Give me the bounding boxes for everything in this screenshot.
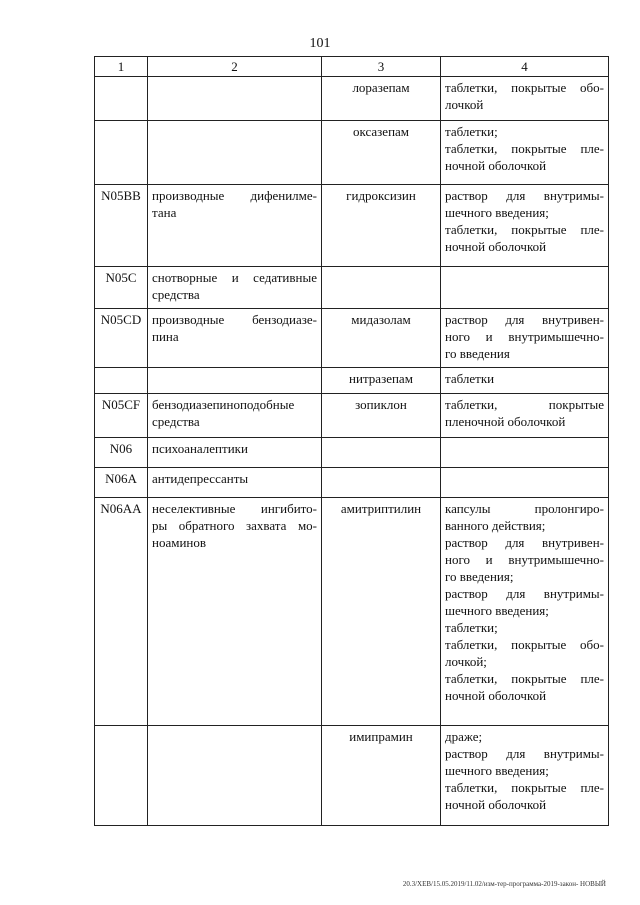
atc-code-cell: N05BB: [95, 185, 148, 267]
group-text-line: средства: [152, 414, 200, 429]
dosage-form-line: таблетки;: [445, 620, 498, 635]
dosage-form-line: таблетки;: [445, 124, 498, 139]
dosage-form-cell: [441, 394, 609, 438]
dosage-form-cell: [441, 498, 609, 726]
dosage-form-line: ночной оболочкой: [445, 797, 547, 812]
group-text-line: производные дифенилме-: [152, 188, 317, 203]
dosage-form-line: ного и внутримышечно-: [445, 552, 604, 567]
drug-name-cell: [322, 468, 441, 498]
dosage-form-cell: [441, 726, 609, 826]
dosage-form-line: таблетки: [445, 371, 495, 386]
dosage-form-line: таблетки, покрытые пле-: [445, 222, 604, 237]
table-row: [95, 309, 609, 368]
table-row: [95, 468, 609, 498]
dosage-form-line: таблетки, покрытые обо-: [445, 637, 604, 652]
drug-name-cell: оксазепам: [322, 121, 441, 185]
dosage-form-line: шечного введения;: [445, 763, 549, 778]
drug-name-cell: зопиклон: [322, 394, 441, 438]
group-text-line: психоаналептики: [152, 441, 248, 456]
table-row: [95, 498, 609, 726]
dosage-form-line: шечного введения;: [445, 205, 549, 220]
dosage-form-line: раствор для внутривен-: [445, 312, 604, 327]
column-header: 1: [95, 57, 148, 77]
group-text-line: антидепрессанты: [152, 471, 249, 486]
dosage-form-line: таблетки, покрытые пле-: [445, 780, 604, 795]
dosage-form-line: драже;: [445, 729, 483, 744]
dosage-form-line: раствор для внутривен-: [445, 535, 604, 550]
table-row: [95, 726, 609, 826]
dosage-form-line: таблетки, покрытые: [445, 397, 604, 412]
drug-name-cell: [322, 267, 441, 309]
dosage-form-line: капсулы пролонгиро-: [445, 501, 604, 516]
drug-table: [94, 56, 609, 826]
dosage-form-line: раствор для внутримы-: [445, 586, 604, 601]
dosage-form-line: ночной оболочкой: [445, 688, 547, 703]
drug-name-cell: нитразепам: [322, 368, 441, 394]
drug-name-cell: мидазолам: [322, 309, 441, 368]
atc-code-cell: N05C: [95, 267, 148, 309]
dosage-form-line: таблетки, покрытые пле-: [445, 141, 604, 156]
pharmacological-group-cell: [148, 185, 322, 267]
drug-name-cell: амитриптилин: [322, 498, 441, 726]
pharmacological-group-cell: [148, 498, 322, 726]
atc-code-cell: [95, 121, 148, 185]
drug-name-cell: имипрамин: [322, 726, 441, 826]
dosage-form-line: ного и внутримышечно-: [445, 329, 604, 344]
dosage-form-line: таблетки, покрытые пле-: [445, 671, 604, 686]
group-text-line: средства: [152, 287, 200, 302]
page-number: 101: [309, 36, 331, 51]
atc-code-cell: [95, 77, 148, 121]
column-header: 4: [441, 57, 609, 77]
dosage-form-line: шечного введения;: [445, 603, 549, 618]
dosage-form-line: пленочной оболочкой: [445, 414, 566, 429]
column-header: 2: [148, 57, 322, 77]
dosage-form-cell: [441, 368, 609, 394]
atc-code-cell: N05CF: [95, 394, 148, 438]
pharmacological-group-cell: [148, 309, 322, 368]
dosage-form-cell: [441, 121, 609, 185]
dosage-form-line: раствор для внутримы-: [445, 746, 604, 761]
atc-code-cell: N06: [95, 438, 148, 468]
table-row: [95, 77, 609, 121]
drug-name-cell: лоразепам: [322, 77, 441, 121]
pharmacological-group-cell: [148, 77, 322, 121]
group-text-line: ноаминов: [152, 535, 207, 550]
atc-code-cell: [95, 726, 148, 826]
table-row: [95, 438, 609, 468]
group-text-line: бензодиазепиноподобные: [152, 397, 295, 412]
dosage-form-line: ночной оболочкой: [445, 158, 547, 173]
column-header: 3: [322, 57, 441, 77]
table-row: [95, 267, 609, 309]
dosage-form-line: лочкой;: [445, 654, 487, 669]
dosage-form-line: го введения;: [445, 569, 514, 584]
atc-code-cell: N05CD: [95, 309, 148, 368]
dosage-form-line: раствор для внутримы-: [445, 188, 604, 203]
dosage-form-line: ночной оболочкой: [445, 239, 547, 254]
atc-code-cell: [95, 368, 148, 394]
dosage-form-cell: [441, 309, 609, 368]
drug-name-cell: [322, 438, 441, 468]
footer-file-path: 20.3/ХЕВ/15.05.2019/11.02/изм-тер-программа-2019-закон- НОВЫЙ: [402, 880, 606, 888]
pharmacological-group-cell: [148, 121, 322, 185]
pharmacological-group-cell: [148, 468, 322, 498]
dosage-form-cell: [441, 468, 609, 498]
table-row: [95, 121, 609, 185]
group-text-line: неселективные ингибито-: [152, 501, 317, 516]
pharmacological-group-cell: [148, 726, 322, 826]
table-row: [95, 185, 609, 267]
dosage-form-cell: [441, 185, 609, 267]
dosage-form-line: лочкой: [445, 97, 484, 112]
group-text-line: ры обратного захвата мо-: [152, 518, 317, 533]
atc-code-cell: N06AA: [95, 498, 148, 726]
pharmacological-group-cell: [148, 368, 322, 394]
group-text-line: снотворные и седативные: [152, 270, 317, 285]
table-row: [95, 368, 609, 394]
dosage-form-cell: [441, 267, 609, 309]
pharmacological-group-cell: [148, 267, 322, 309]
pharmacological-group-cell: [148, 394, 322, 438]
pharmacological-group-cell: [148, 438, 322, 468]
dosage-form-line: го введения: [445, 346, 510, 361]
atc-code-cell: N06A: [95, 468, 148, 498]
group-text-line: пина: [152, 329, 179, 344]
group-text-line: производные бензодиазе-: [152, 312, 317, 327]
table-row: [95, 394, 609, 438]
dosage-form-cell: [441, 77, 609, 121]
table-header-row: [95, 57, 609, 77]
dosage-form-line: таблетки, покрытые обо-: [445, 80, 604, 95]
drug-name-cell: гидроксизин: [322, 185, 441, 267]
group-text-line: тана: [152, 205, 177, 220]
dosage-form-cell: [441, 438, 609, 468]
dosage-form-line: ванного действия;: [445, 518, 546, 533]
